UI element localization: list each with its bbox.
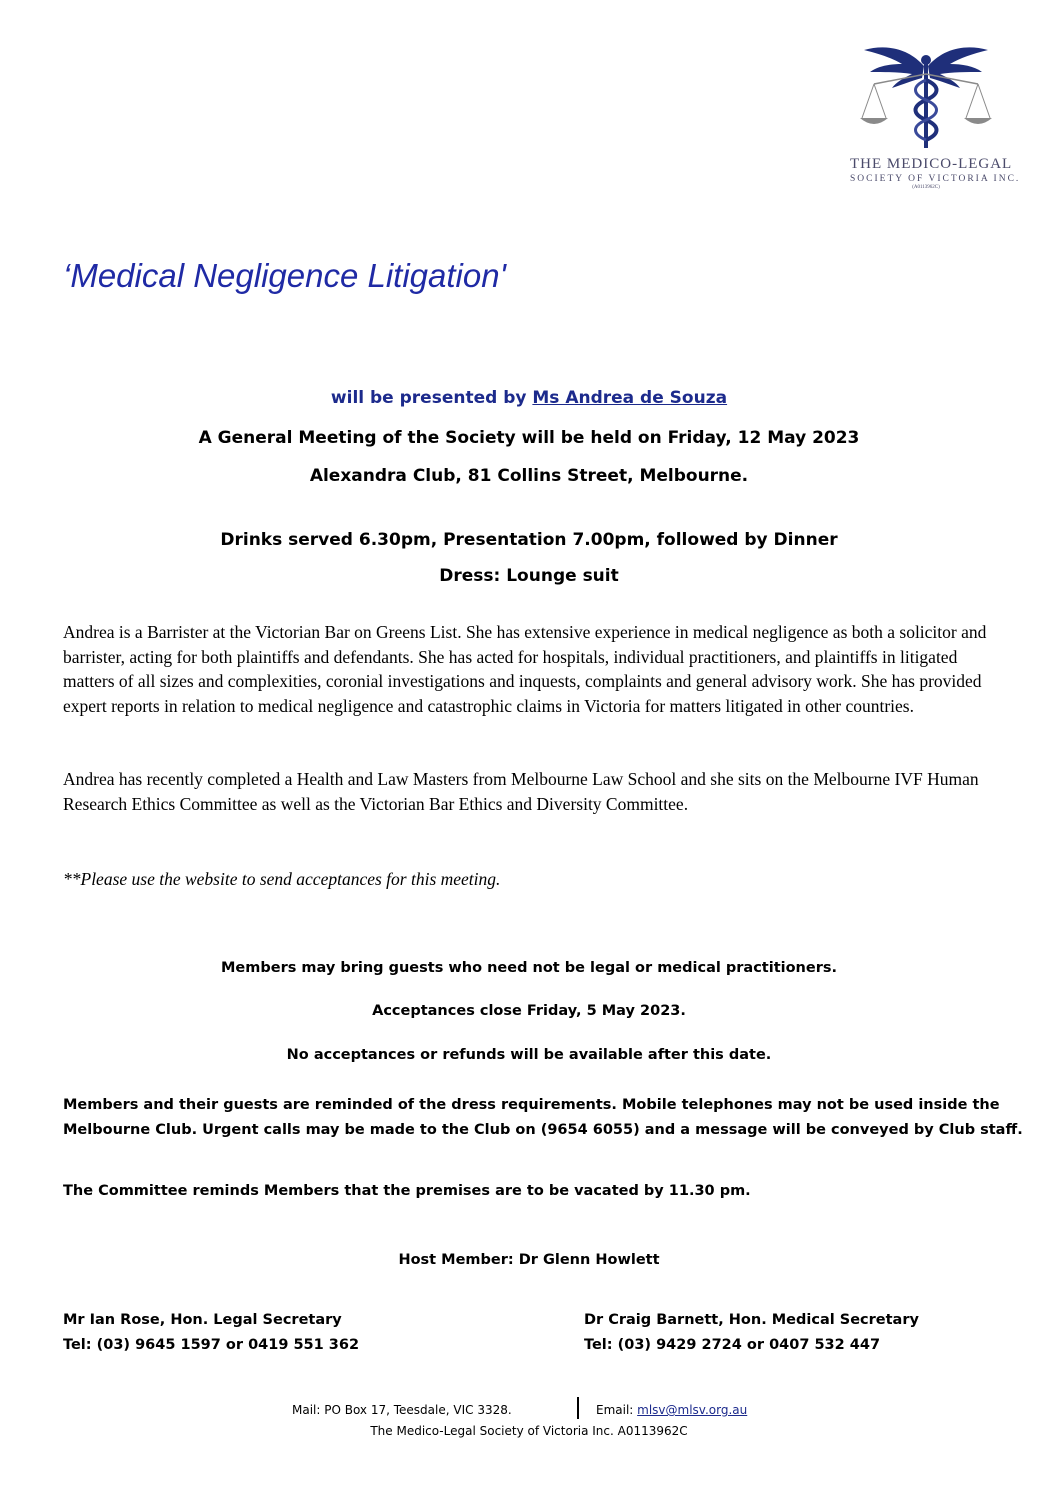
bio-paragraph-2: Andrea has recently completed a Health and Law Masters from Melbourne Law School and she sits on the Melbourne IVF Human Research Ethics Committee as well as the Victorian Bar Ethics and Diversity Committee. — [63, 769, 979, 814]
legal-secretary-tel: Tel: (03) 9645 1597 or 0419 551 362 — [63, 1337, 360, 1353]
presenter-link[interactable]: Ms Andrea de Souza — [532, 388, 728, 408]
society-logo — [850, 38, 1021, 213]
presented-by-prefix: will be presented by — [330, 388, 533, 408]
vacate-notice: The Committee reminds Members that the premises are to be vacated by 11.30 pm. — [63, 1183, 751, 1199]
talk-title: ‘Medical Negligence Litigation' — [63, 257, 506, 294]
bio-paragraph-1: Andrea is a Barrister at the Victorian Bar on Greens List. She has extensive experience in medical negligence as both a solicitor and barrister, acting for both plaintiffs and defendants. She has acted for hospitals, individual practitioners, and plaintiffs in litigated matters of all sizes and complexities, coronial investigations and inquests, complaints and general advisory work. She has provided expert reports in relation to medical negligence and catastrophic claims in Victoria for matters litigated in other countries. — [63, 622, 987, 716]
acceptance-close-notice: Acceptances close Friday, 5 May 2023. — [372, 1003, 686, 1019]
rsvp-note: **Please use the website to send acceptances for this meeting. — [63, 869, 501, 889]
presented-by-line — [0, 388, 1058, 408]
schedule-line: Drinks served 6.30pm, Presentation 7.00pm, followed by Dinner — [220, 530, 838, 550]
dress-requirements-notice: Members and their guests are reminded of the dress requirements. Mobile telephones may not be used inside the Melbourne Club. Urgent calls may be made to the Club on (9654 6055) and a message will be conveyed by Club staff. — [63, 1097, 1023, 1138]
legal-secretary-contact — [63, 1308, 359, 1358]
logo-text-line2: SOCIETY OF VICTORIA INC. — [850, 174, 1021, 184]
host-member: Host Member: Dr Glenn Howlett — [398, 1252, 660, 1268]
medical-secretary-name: Dr Craig Barnett, Hon. Medical Secretary — [584, 1312, 919, 1328]
logo-text-line3: (A0113962C) — [912, 185, 940, 190]
dress-code-line: Dress: Lounge suit — [439, 566, 619, 586]
caduceus-scales-icon — [856, 38, 996, 156]
footer-divider — [577, 1397, 579, 1419]
medical-secretary-tel: Tel: (03) 9429 2724 or 0407 532 447 — [584, 1337, 881, 1353]
footer-email-link[interactable]: mlsv@mlsv.org.au — [637, 1403, 748, 1417]
footer-email-label: Email: — [596, 1403, 638, 1417]
footer-mail-address: Mail: PO Box 17, Teesdale, VIC 3328. — [292, 1403, 512, 1417]
meeting-date-line: A General Meeting of the Society will be held on Friday, 12 May 2023 — [198, 428, 860, 448]
guests-notice: Members may bring guests who need not be legal or medical practitioners. — [220, 960, 838, 976]
footer-email — [596, 1403, 747, 1417]
medical-secretary-contact — [584, 1308, 919, 1358]
no-refund-notice: No acceptances or refunds will be available after this date. — [286, 1047, 772, 1063]
logo-text-line1: THE MEDICO-LEGAL — [850, 156, 1013, 172]
footer-society-name: The Medico-Legal Society of Victoria Inc. A0113962C — [370, 1424, 688, 1438]
legal-secretary-name: Mr Ian Rose, Hon. Legal Secretary — [63, 1312, 342, 1328]
venue-line: Alexandra Club, 81 Collins Street, Melbourne. — [309, 466, 749, 486]
